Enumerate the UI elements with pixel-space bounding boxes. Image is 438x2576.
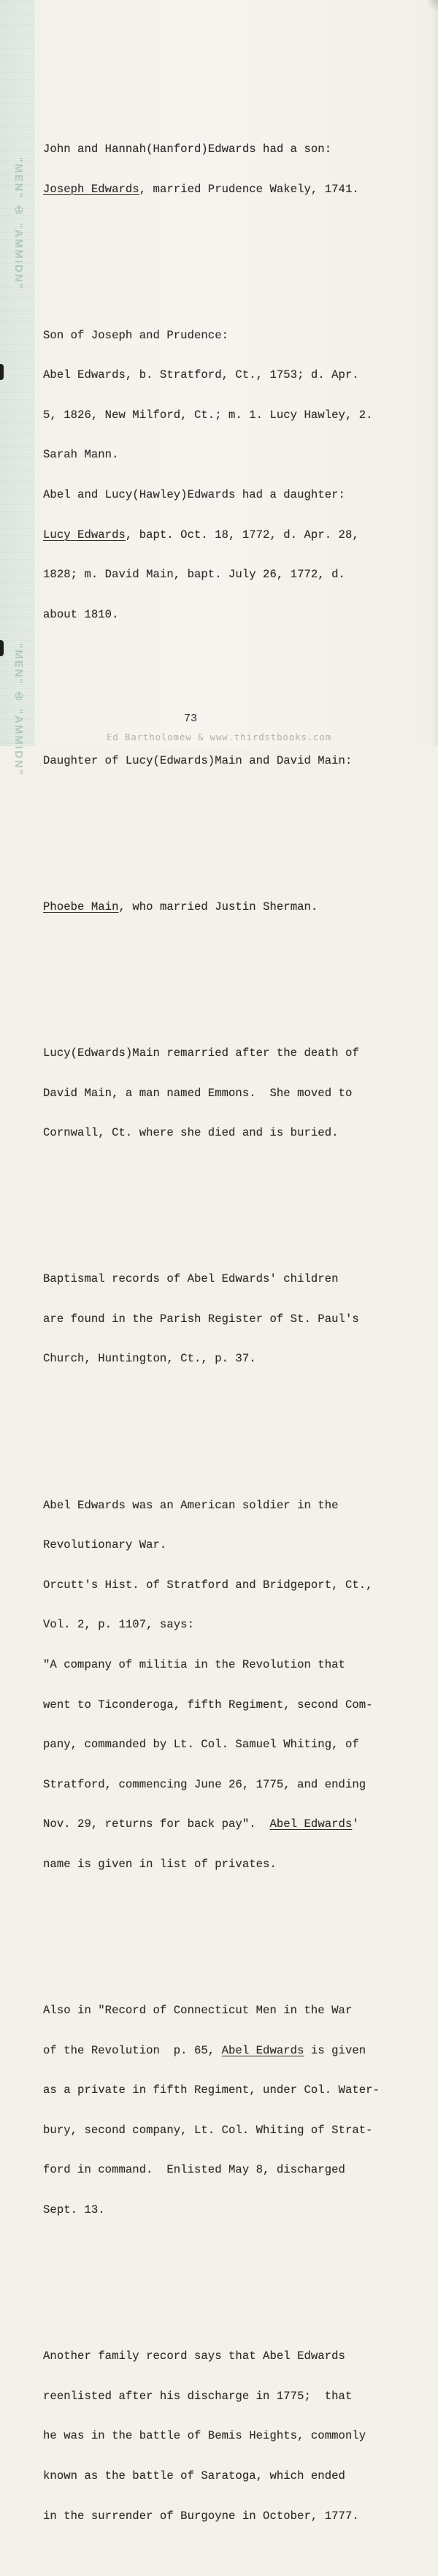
paragraph-abel-edwards (43, 302, 434, 647)
text-line (43, 2044, 434, 2057)
text-line: Sept. 13. (43, 2203, 105, 2217)
text-line: Son of Joseph and Prudence: (43, 328, 229, 342)
paragraph-lucy-remarried (43, 1020, 434, 1166)
underlined-name: Abel Edwards (221, 2043, 304, 2057)
paragraph-revolutionary-soldier (43, 1472, 434, 1898)
text-line (43, 528, 434, 542)
paragraph-phoebe-main (43, 874, 434, 941)
typed-text-body (43, 76, 434, 2576)
underlined-name: Joseph Edwards (43, 182, 139, 196)
underlined-name: Phoebe Main (43, 900, 119, 913)
page-number: 73 (184, 713, 198, 725)
text-line: known as the battle of Saratoga, which ended (43, 2469, 345, 2482)
text-line: "A company of militia in the Revolution that (43, 1657, 345, 1671)
text-span: , bapt. Oct. 18, 1772, d. Apr. 28, (125, 528, 359, 542)
text-line: went to Ticonderoga, fifth Regiment, second Com- (43, 1698, 373, 1711)
text-line: Orcutt's Hist. of Stratford and Bridgeport, Ct., (43, 1578, 373, 1592)
text-line (43, 1817, 434, 1831)
text-line: he was in the battle of Bemis Heights, commonly (43, 2429, 366, 2443)
text-line (43, 900, 434, 913)
text-line: John and Hannah(Hanford)Edwards had a son: (43, 143, 332, 156)
text-line: Abel Edwards, b. Stratford, Ct., 1753; d. Apr. (43, 368, 359, 382)
text-line: Daughter of Lucy(Edwards)Main and David Main: (43, 753, 353, 767)
underlined-name: Lucy Edwards (43, 528, 126, 542)
text-span: of the Revolution p. 65, (43, 2043, 222, 2057)
binding-strip (0, 0, 34, 776)
text-span: , married Prudence Wakely, 1741. (139, 182, 359, 196)
text-line: bury, second company, Lt. Col. Whiting of Strat- (43, 2123, 373, 2137)
text-line (43, 183, 434, 196)
text-line: David Main, a man named Emmons. She moved to (43, 1086, 353, 1100)
watermark-text-bottom: "MEN" ♔ "AMMIDN" (12, 643, 25, 776)
text-line: are found in the Parish Register of St. Paul's (43, 1312, 359, 1326)
text-line: reenlisted after his discharge in 1775; that (43, 2389, 353, 2403)
text-line: as a private in fifth Regiment, under Col. Water- (43, 2083, 380, 2097)
text-line: 1828; m. David Main, bapt. July 26, 1772, d. (43, 568, 345, 582)
page-corner-shadow (426, 0, 438, 22)
text-line: Revolutionary War. (43, 1538, 167, 1552)
paragraph-reenlisted (43, 2323, 434, 2549)
punch-hole-icon (0, 364, 4, 380)
text-line: Baptismal records of Abel Edwards' children (43, 1272, 339, 1286)
text-line: pany, commanded by Lt. Col. Samuel Whiting, of (43, 1738, 359, 1752)
text-line: Sarah Mann. (43, 448, 119, 462)
text-line: Church, Huntington, Ct., p. 37. (43, 1352, 256, 1366)
text-line: Stratford, commencing June 26, 1775, and ending (43, 1777, 366, 1791)
text-line: Abel Edwards was an American soldier in the (43, 1498, 339, 1512)
text-line: in the surrender of Burgoyne in October, 1777. (43, 2509, 359, 2523)
text-span: ' (352, 1817, 359, 1831)
text-span: Nov. 29, returns for back pay". (43, 1817, 270, 1831)
paragraph-joseph-edwards (43, 116, 434, 223)
text-line: name is given in list of privates. (43, 1858, 277, 1871)
text-line: Vol. 2, p. 1107, says: (43, 1618, 194, 1632)
text-span: , who married Justin Sherman. (118, 900, 318, 913)
text-line: 5, 1826, New Milford, Ct.; m. 1. Lucy Hawley, 2. (43, 408, 373, 422)
text-line: Abel and Lucy(Hawley)Edwards had a daughter: (43, 488, 345, 502)
text-line: Lucy(Edwards)Main remarried after the death of (43, 1046, 359, 1060)
paragraph-connecticut-record (43, 1977, 434, 2243)
punch-hole-icon (0, 640, 4, 656)
paragraph-baptismal-records (43, 1246, 434, 1392)
watermark-text-top: "MEN" ♔ "AMMIDN" (12, 157, 25, 290)
text-line: Also in "Record of Connecticut Men in the War (43, 2004, 353, 2018)
text-line: ford in command. Enlisted May 8, discharged (43, 2163, 345, 2177)
text-line: about 1810. (43, 607, 119, 621)
credit-watermark: Ed Bartholomew & www.thirdstbooks.com (106, 732, 332, 742)
text-line: Cornwall, Ct. where she died and is buried. (43, 1126, 339, 1140)
text-span: is given (304, 2043, 366, 2057)
underlined-name: Abel Edwards (269, 1817, 353, 1831)
text-line: Another family record says that Abel Edwards (43, 2349, 345, 2363)
